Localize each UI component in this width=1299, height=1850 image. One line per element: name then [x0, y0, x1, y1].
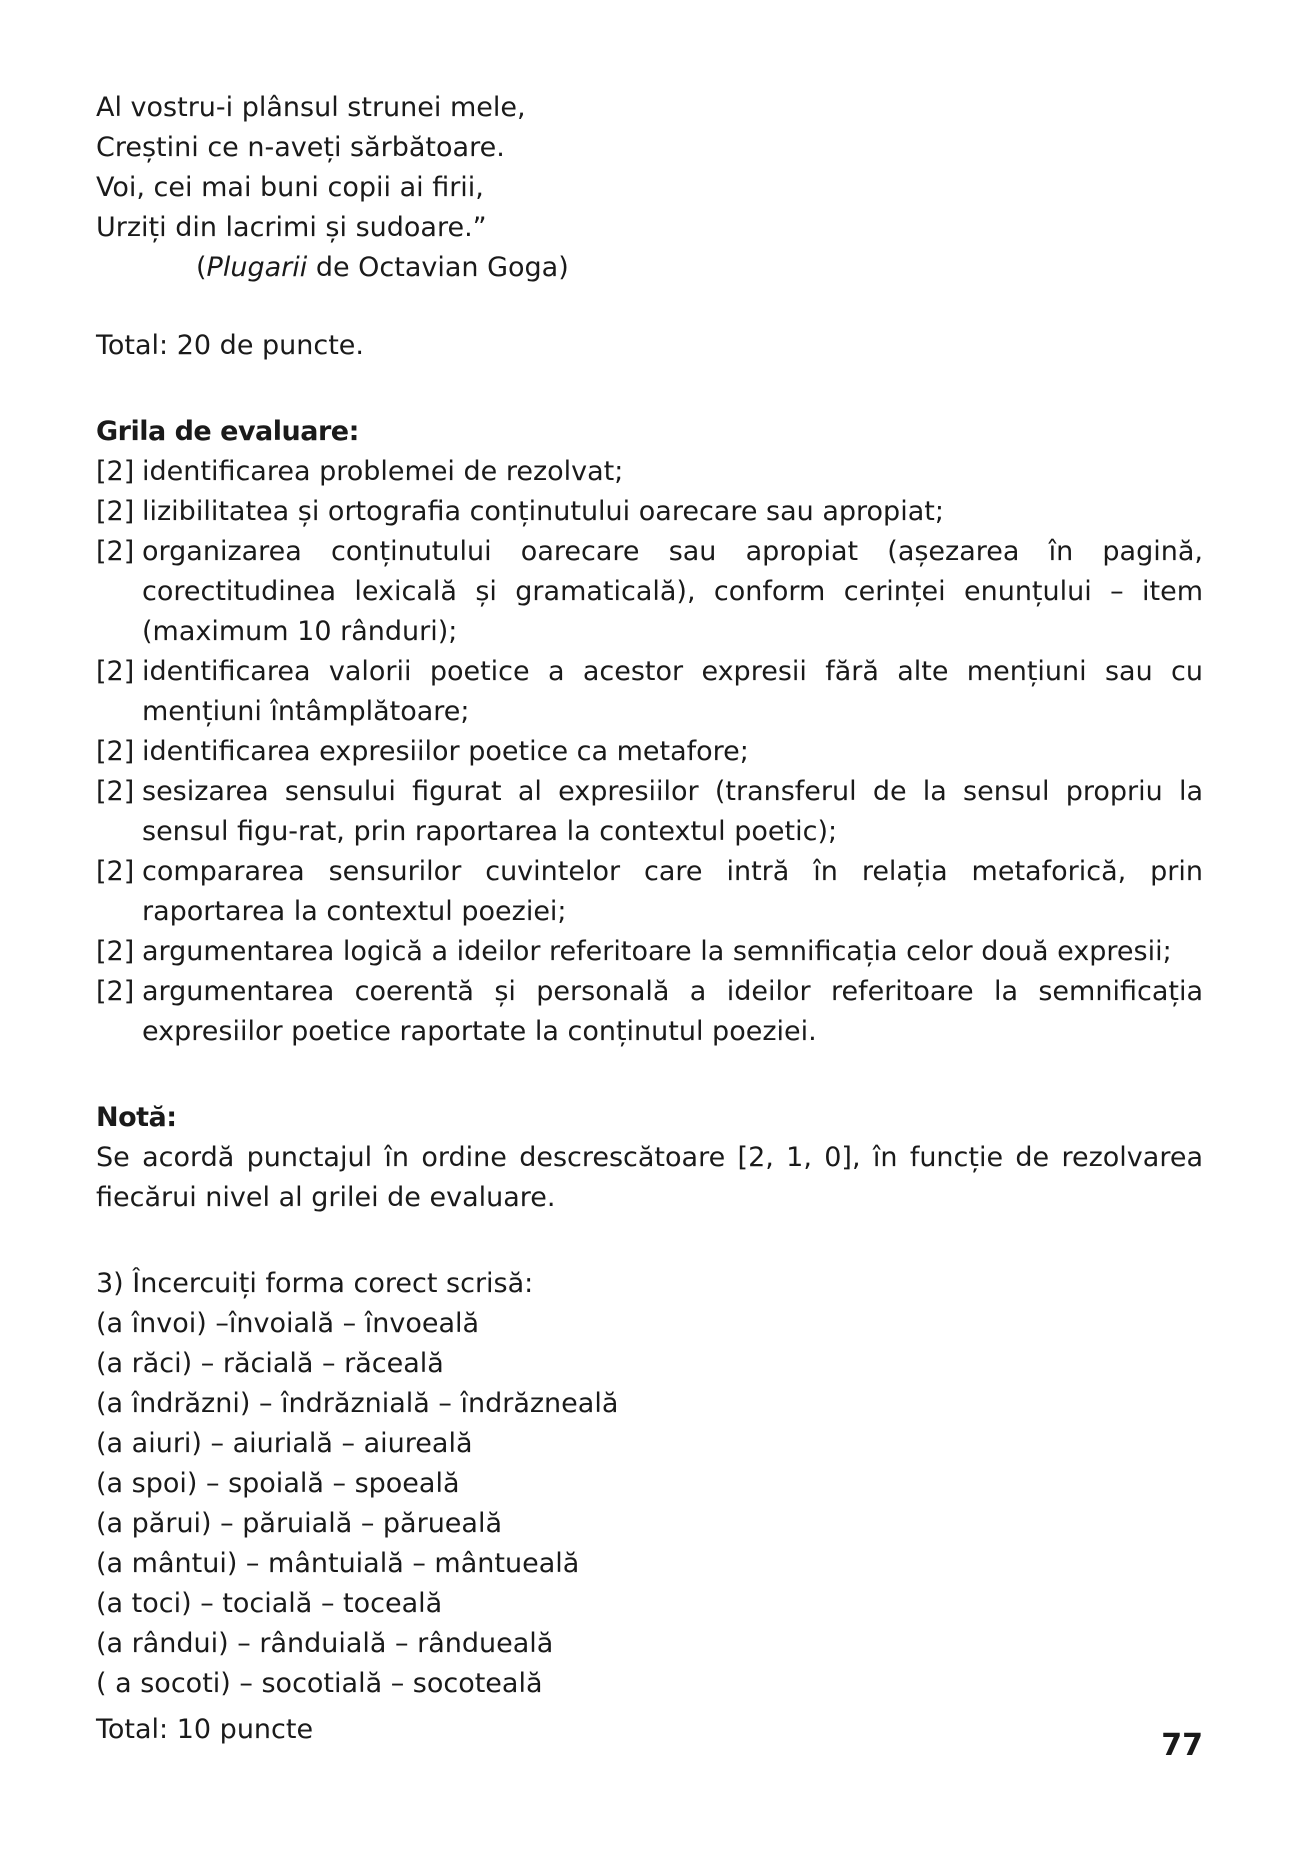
- poem-line: Creștini ce n-aveți sărbătoare.: [96, 132, 505, 163]
- poem-title: Plugarii: [206, 252, 308, 283]
- grading-text: compararea sensurilor cuvintelor care intră în relația metaforică, prin raportarea la contextul poeziei;: [142, 856, 1203, 927]
- attribution-open: (: [196, 252, 207, 283]
- grading-item: [96, 732, 1203, 772]
- grading-text: identificarea expresiilor poetice ca metafore;: [142, 736, 749, 767]
- exercise-section: [96, 1264, 1203, 1704]
- poem-line: Urziți din lacrimi și sudoare.”: [96, 212, 487, 243]
- poem-excerpt: [96, 88, 1203, 288]
- grading-item: [96, 932, 1203, 972]
- grading-item: [96, 652, 1203, 732]
- grading-points: [2]: [96, 936, 135, 967]
- exercise-row: (a spoi) – spoială – spoeală: [96, 1468, 460, 1499]
- grading-item: [96, 532, 1203, 652]
- page-content: [96, 88, 1203, 1750]
- note-heading: Notă:: [96, 1102, 177, 1133]
- grading-points: [2]: [96, 536, 135, 567]
- grading-item: [96, 772, 1203, 852]
- grading-text: identificarea problemei de rezolvat;: [142, 456, 624, 487]
- exercise-row: (a rândui) – rânduială – rândueală: [96, 1628, 554, 1659]
- grading-points: [2]: [96, 776, 135, 807]
- exercise-row: ( a socoti) – socotială – socoteală: [96, 1668, 543, 1699]
- grading-text: organizarea conținutului oarecare sau apropiat (așezarea în pagină, corectitudinea lexicală și gramaticală), conform cerinței enunțului – item (maximum 10 rânduri);: [142, 536, 1203, 647]
- grading-text: identificarea valorii poetice a acestor expresii fără alte mențiuni sau cu mențiuni întâmplătoare;: [142, 656, 1203, 727]
- grading-points: [2]: [96, 656, 135, 687]
- exercise-row: (a aiuri) – aiurială – aiureală: [96, 1428, 473, 1459]
- exercise-row: (a răci) – răcială – răceală: [96, 1348, 444, 1379]
- exercise-row: (a părui) – păruială – părueală: [96, 1508, 503, 1539]
- poem-line: Al vostru-i plânsul strunei mele,: [96, 92, 526, 123]
- grading-text: lizibilitatea și ortografia conținutului oarecare sau apropiat;: [142, 496, 944, 527]
- exercise-row: (a toci) – tocială – toceală: [96, 1588, 443, 1619]
- total-score-1: Total: 20 de puncte.: [96, 330, 364, 361]
- grading-points: [2]: [96, 976, 135, 1007]
- grading-points: [2]: [96, 496, 135, 527]
- attribution-author: de Octavian Goga): [307, 252, 569, 283]
- grading-points: [2]: [96, 736, 135, 767]
- grading-grid: [96, 412, 1203, 1052]
- poem-attribution: [96, 248, 1203, 288]
- page-number: 77: [1161, 1728, 1203, 1763]
- total-score-2: Total: 10 puncte: [96, 1714, 314, 1745]
- grading-text: sesizarea sensului figurat al expresiilor (transferul de la sensul propriu la sensul figu-rat, prin raportarea la contextul poetic);: [142, 776, 1203, 847]
- grading-points: [2]: [96, 456, 135, 487]
- grading-points: [2]: [96, 856, 135, 887]
- exercise-prompt: 3) Încercuiți forma corect scrisă:: [96, 1268, 534, 1299]
- grading-item: [96, 852, 1203, 932]
- exercise-row: (a mântui) – mântuială – mântueală: [96, 1548, 580, 1579]
- grading-item: [96, 492, 1203, 532]
- grading-item: [96, 972, 1203, 1052]
- exercise-row: (a învoi) –învoială – învoeală: [96, 1308, 480, 1339]
- note-section: [96, 1098, 1203, 1218]
- grading-item: [96, 452, 1203, 492]
- poem-line: Voi, cei mai buni copii ai firii,: [96, 172, 484, 203]
- note-text: Se acordă punctajul în ordine descrescătoare [2, 1, 0], în funcție de rezolvarea fiecărui nivel al grilei de evaluare.: [96, 1142, 1203, 1213]
- grading-text: argumentarea coerentă și personală a ideilor referitoare la semnificația expresiilor poetice raportate la conținutul poeziei.: [142, 976, 1203, 1047]
- grading-grid-heading: Grila de evaluare:: [96, 416, 359, 447]
- exercise-row: (a îndrăzni) – îndrăznială – îndrăzneală: [96, 1388, 619, 1419]
- grading-text: argumentarea logică a ideilor referitoare la semnificația celor două expresii;: [142, 936, 1172, 967]
